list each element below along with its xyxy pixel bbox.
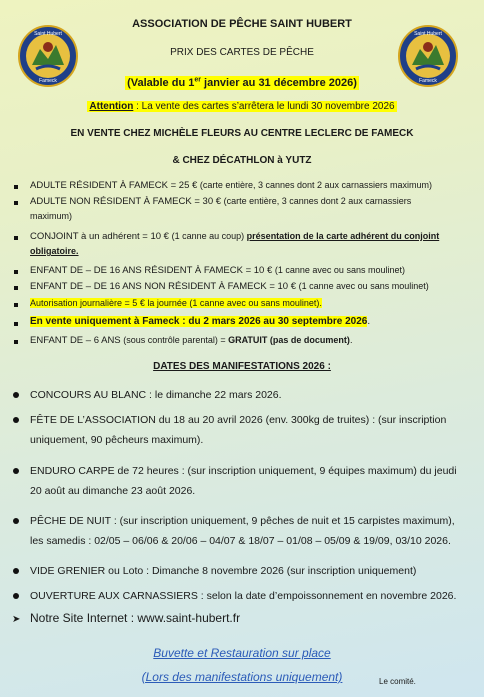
bullet-square-icon — [14, 303, 18, 307]
event-peche-nuit: PÊCHE DE NUIT : (sur inscription uniquement, 9 pêches de nuit et 15 carpistes maximum), les samedis : 02/05 – 06/06 & 20/06 – 04/07 & 18/07 – 01/08 – 05/09 & 19/09, 03/10 2026. — [30, 515, 455, 547]
price-enfant-non-fameck: ENFANT DE – DE 16 ANS NON RÉSIDENT À FAMECK = 10 € (1 canne avec ou sans moulinet) — [30, 281, 429, 292]
attention-label: Attention — [89, 101, 134, 112]
price-adulte-fameck: ADULTE RÉSIDENT À FAMECK = 25 € (carte entière, 3 cannes dont 2 aux carnassiers maximum) — [30, 180, 433, 191]
bullet-dot-icon — [13, 568, 19, 574]
bullet-dot-icon — [13, 417, 19, 423]
website-line[interactable]: Notre Site Internet : www.saint-hubert.fr — [30, 611, 241, 625]
bullet-dot-icon — [13, 468, 19, 474]
bullet-dot-icon — [13, 392, 19, 398]
bullet-dot-icon — [13, 518, 19, 524]
attention-text: : La vente des cartes s’arrêtera le lundi 30 novembre 2026 — [133, 101, 395, 112]
attention-line — [0, 101, 484, 112]
bullet-square-icon — [14, 185, 18, 189]
bullet-square-icon — [14, 201, 18, 205]
price-adulte-non-fameck: ADULTE NON RÉSIDENT À FAMECK = 30 € (carte entière, 3 cannes dont 2 aux carnassiers maximum) — [30, 196, 412, 221]
bullet-square-icon — [14, 236, 18, 240]
event-fete: FÊTE DE L’ASSOCIATION du 18 au 20 avril 2026 (env. 300kg de truites) : (sur inscription uniquement, 90 pêcheurs maximum). — [30, 414, 447, 446]
sales-point-decathlon: & CHEZ DÉCATHLON à YUTZ — [172, 155, 312, 166]
vente-fameck-period: En vente uniquement à Fameck : du 2 mars 2026 au 30 septembre 2026. — [30, 316, 371, 327]
svg-text:Saint Hubert: Saint Hubert — [414, 31, 442, 37]
svg-text:Fameck: Fameck — [419, 78, 437, 84]
event-vide-grenier: VIDE GRENIER ou Loto : Dimanche 8 novembre 2026 (sur inscription uniquement) — [30, 565, 417, 577]
validity-line — [0, 73, 484, 91]
association-title: ASSOCIATION DE PÊCHE SAINT HUBERT — [132, 18, 352, 30]
bullet-square-icon — [14, 286, 18, 290]
bullet-square-icon — [14, 322, 18, 326]
bullet-square-icon — [14, 270, 18, 274]
event-concours: CONCOURS AU BLANC : le dimanche 22 mars 2026. — [30, 389, 282, 401]
price-enfant-fameck: ENFANT DE – DE 16 ANS RÉSIDENT À FAMECK = 10 € (1 canne avec ou sans moulinet) — [30, 265, 405, 276]
document-subtitle: PRIX DES CARTES DE PÊCHE — [170, 47, 314, 58]
validity-highlight: (Valable du 1er janvier au 31 décembre 2026) — [127, 76, 357, 89]
arrow-icon: ➤ — [12, 614, 21, 625]
price-enfant-6: ENFANT DE – 6 ANS (sous contrôle parental) = GRATUIT (pas de document). — [30, 335, 353, 346]
svg-text:Saint Hubert: Saint Hubert — [34, 31, 62, 37]
price-journaliere: Autorisation journalière = 5 € la journée (1 canne avec ou sans moulinet). — [30, 298, 322, 308]
event-enduro: ENDURO CARPE de 72 heures : (sur inscription uniquement, 9 équipes maximum) du jeudi 20 août au dimanche 23 août 2026. — [30, 465, 457, 497]
buvette-line: Buvette et Restauration sur place — [153, 646, 331, 660]
bullet-dot-icon — [13, 593, 19, 599]
sales-point-leclerc: EN VENTE CHEZ MICHÈLE FLEURS AU CENTRE LECLERC DE FAMECK — [70, 128, 414, 139]
price-conjoint: CONJOINT à un adhérent = 10 € (1 canne au coup) présentation de la carte adhérent du conjoint obligatoire. — [30, 231, 440, 256]
bullet-square-icon — [14, 340, 18, 344]
manifestations-note: (Lors des manifestations uniquement) — [141, 670, 343, 684]
events-heading: DATES DES MANIFESTATIONS 2026 : — [153, 361, 331, 372]
comite-signature: Le comité. — [379, 677, 416, 686]
svg-text:Fameck: Fameck — [39, 78, 57, 84]
event-ouverture: OUVERTURE AUX CARNASSIERS : selon la date d’empoissonnement en novembre 2026. — [30, 590, 457, 602]
